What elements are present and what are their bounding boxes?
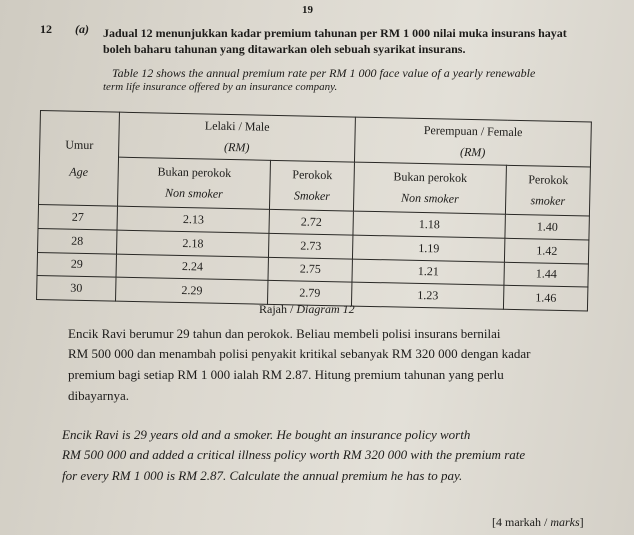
- paragraph-ms-line2: RM 500 000 dan menambah polisi penyakit kritikal sebanyak RM 320 000 dengan kadar: [68, 346, 531, 361]
- col-male-smoker: [270, 160, 355, 211]
- paragraph-en-line1: Encik Ravi is 29 years old and a smoker. He bought an insurance policy worth: [62, 427, 471, 442]
- col-male-nonsmoker-ms: Bukan perokok: [157, 164, 232, 181]
- col-male-smoker-en: Smoker: [293, 188, 331, 204]
- question-text-en-line2: term life insurance offered by an insurance company.: [103, 81, 338, 93]
- col-female-smoker: [506, 165, 591, 216]
- female-header: [354, 117, 591, 167]
- age-header: [39, 111, 120, 207]
- paragraph-en-line2: RM 500 000 and added a critical illness policy worth RM 320 000 with the premium rate: [62, 447, 526, 462]
- marks-ms: [4 markah /: [492, 515, 551, 529]
- table-cell: 2.24: [116, 254, 269, 281]
- table-cell: 2.73: [269, 233, 353, 258]
- col-female-nonsmoker-ms: Bukan perokok: [393, 169, 468, 185]
- col-female-smoker-en: smoker: [530, 193, 566, 209]
- table-cell: 1.44: [504, 262, 588, 287]
- male-header-unit: (RM): [223, 139, 250, 155]
- male-header: [119, 112, 356, 162]
- col-male-nonsmoker: [118, 157, 271, 209]
- age-header-en: Age: [69, 164, 89, 179]
- paragraph-ms-line3: premium bagi setiap RM 1 000 ialah RM 2.87. Hitung premium tahunan yang perlu: [68, 367, 504, 382]
- question-part: (a): [75, 22, 89, 36]
- question-number: 12: [40, 22, 52, 36]
- table-cell: 1.42: [505, 238, 589, 263]
- premium-rate-table: [36, 110, 592, 312]
- marks-label: [492, 515, 584, 530]
- age-cell: 30: [37, 276, 116, 301]
- table-cell: 1.23: [351, 282, 504, 309]
- age-header-ms: Umur: [65, 137, 94, 152]
- paragraph-ms-line1: Encik Ravi berumur 29 tahun dan perokok. Beliau membeli polisi insurans bernilai: [68, 326, 501, 341]
- table-cell: 2.72: [269, 209, 353, 234]
- question-text-ms-line2: boleh baharu tahunan yang ditawarkan oleh sebuah syarikat insurans.: [103, 42, 466, 56]
- caption-ms: Rajah /: [259, 302, 297, 316]
- table-cell: 1.19: [352, 235, 505, 262]
- caption-en: Diagram 12: [296, 302, 355, 316]
- age-cell: 27: [38, 204, 117, 229]
- table-cell: 1.40: [505, 214, 589, 239]
- paragraph-ms-line4: dibayarnya.: [68, 388, 130, 403]
- page-number: 19: [302, 4, 313, 16]
- age-cell: 28: [38, 228, 117, 253]
- col-male-smoker-ms: Perokok: [292, 167, 333, 183]
- table-cell: 2.18: [117, 230, 270, 257]
- table-cell: 2.79: [268, 281, 352, 306]
- table-cell: 2.75: [268, 257, 352, 282]
- table-cell: 2.13: [117, 206, 270, 233]
- col-female-nonsmoker-en: Non smoker: [400, 190, 459, 206]
- marks-en: marks: [550, 515, 580, 529]
- female-header-unit: (RM): [459, 144, 486, 160]
- table-cell: 2.29: [116, 277, 269, 304]
- question-text-en-line1: Table 12 shows the annual premium rate per RM 1 000 face value of a yearly renewable: [112, 66, 536, 80]
- marks-close: ]: [579, 515, 584, 529]
- table-cell: 1.18: [353, 211, 506, 238]
- female-header-ms: Perempuan / Female: [423, 123, 523, 140]
- diagram-caption: [259, 302, 355, 317]
- col-female-smoker-ms: Perokok: [528, 172, 569, 188]
- question-text-ms-line1: Jadual 12 menunjukkan kadar premium tahunan per RM 1 000 nilai muka insurans hayat: [103, 26, 567, 40]
- table-cell: 1.46: [504, 286, 588, 311]
- male-header-ms: Lelaki / Male: [204, 118, 270, 134]
- paragraph-en-line3: for every RM 1 000 is RM 2.87. Calculate the annual premium he has to pay.: [62, 468, 463, 483]
- age-cell: 29: [37, 252, 116, 277]
- col-female-nonsmoker: [353, 162, 506, 214]
- table-cell: 1.21: [352, 259, 505, 286]
- col-male-nonsmoker-en: Non smoker: [164, 185, 223, 201]
